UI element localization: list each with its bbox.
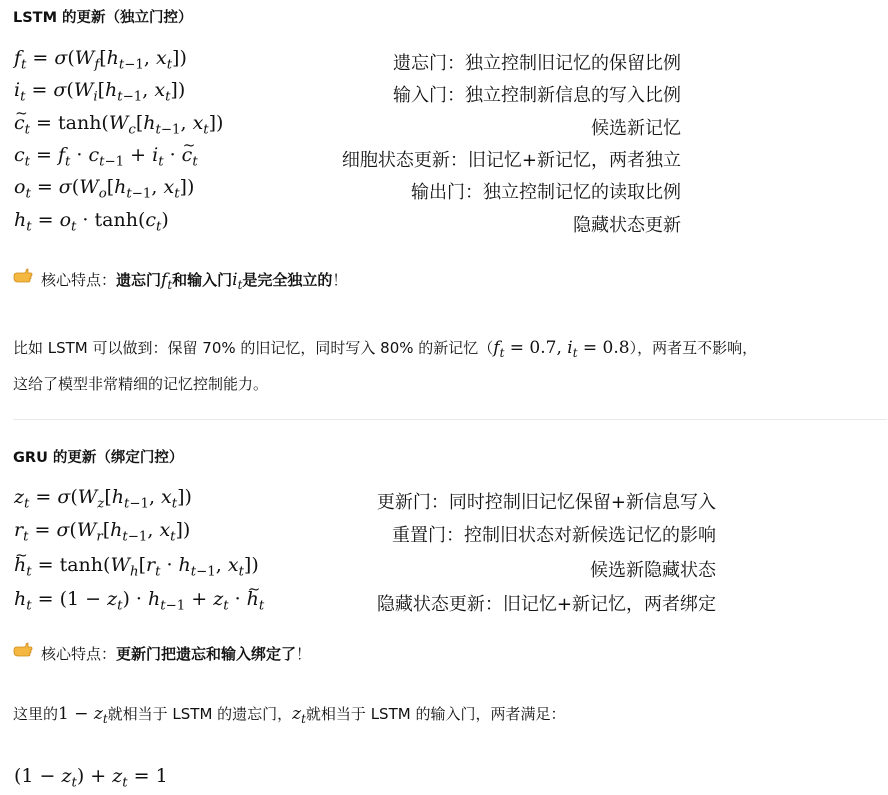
- gru-explanation-paragraph: [13, 703, 565, 726]
- note-bold: 更新门把遗忘和输入绑定了: [116, 645, 297, 663]
- inline-math: $1 - z_t$: [58, 704, 108, 727]
- lstm-eq-cell: [0, 144, 888, 174]
- equation: $c_t = f_t \cdot c_{t-1} + i_t$ · ~ $c_t$: [14, 144, 198, 170]
- lstm-heading: LSTM 的更新（独立门控）: [13, 10, 193, 26]
- equation: $h_t = (1 - z_t) \cdot h_{t-1} + z_t$ · ~ $h_t$: [14, 588, 264, 614]
- equation: $f_t = \sigma(W_f[h_{t-1}$, $x_t$]): [14, 47, 187, 73]
- para-part: 比如 LSTM 可以做到：保留 70% 的旧记忆，同时写入 80% 的新记忆（: [13, 339, 494, 357]
- lstm-eq-forget: [0, 47, 888, 77]
- equation-desc: 输出门：独立控制记忆的读取比例: [411, 182, 681, 203]
- note-bold-a: 遗忘门: [116, 271, 162, 289]
- gru-eq-hidden: [0, 588, 888, 618]
- equation: ~ $h_t = \tanh(W_h[r_t \cdot h_{t-1}$, $x_t$]): [14, 554, 259, 580]
- para-part: 这里的: [13, 705, 59, 723]
- note-suffix: ！: [296, 645, 312, 663]
- inline-math: $z_t$: [292, 704, 306, 727]
- gru-key-note: [13, 641, 311, 664]
- note-bold-b: 和输入门: [172, 271, 233, 289]
- equation: $i_t = \sigma(W_i[h_{t-1}$, $x_t$]): [14, 79, 186, 105]
- constraint-equation: $(1 - z_t) + z_t = 1$: [14, 765, 168, 791]
- gru-heading: GRU 的更新（绑定门控）: [13, 450, 184, 466]
- pointing-hand-icon: [13, 267, 33, 289]
- lstm-eq-candidate: [0, 112, 888, 142]
- para-part: ），两者互不影响，: [629, 339, 758, 357]
- note-prefix: 核心特点：: [41, 271, 117, 289]
- section-divider: [13, 419, 887, 420]
- equation: $o_t = \sigma(W_o[h_{t-1}$, $x_t$]): [14, 176, 195, 202]
- lstm-eq-output: [0, 176, 888, 206]
- inline-math: $f_t = 0.7$, $i_t = 0.8$: [493, 338, 630, 361]
- equation-desc: 候选新记忆: [591, 118, 681, 139]
- equation-desc: 隐藏状态更新: [573, 215, 681, 236]
- lstm-eq-hidden: [0, 209, 888, 239]
- lstm-key-note: [13, 267, 347, 292]
- equation-desc: 输入门：独立控制新信息的写入比例: [393, 85, 681, 106]
- pointing-hand-icon: [13, 641, 33, 663]
- gru-eq-reset: [0, 519, 888, 549]
- note-prefix: 核心特点：: [41, 645, 117, 663]
- equation: $h_t = o_t \cdot \tanh(c_t)$: [14, 209, 169, 235]
- equation-desc: 重置门：控制旧状态对新候选记忆的影响: [392, 525, 716, 546]
- note-suffix: ！: [332, 271, 348, 289]
- inline-math: $i_t$: [232, 270, 243, 293]
- equation-desc: 隐藏状态更新：旧记忆+新记忆，两者绑定: [376, 594, 716, 615]
- gru-eq-candidate: [0, 554, 888, 584]
- inline-math: $f_t$: [161, 270, 173, 293]
- para-part: 就相当于 LSTM 的输入门，两者满足：: [305, 705, 566, 723]
- equation: $z_t = \sigma(W_z[h_{t-1}$, $x_t$]): [14, 486, 192, 512]
- gru-eq-update: [0, 486, 888, 516]
- equation: ~ $c_t = \tanh(W_c[h_{t-1}$, $x_t$]): [14, 112, 223, 138]
- equation-desc: 更新门：同时控制旧记忆保留+新信息写入: [376, 492, 716, 513]
- note-bold-c: 是完全独立的: [242, 271, 333, 289]
- equation-desc: 细胞状态更新：旧记忆+新记忆，两者独立: [341, 150, 681, 171]
- lstm-example-paragraph: [13, 337, 757, 360]
- equation-desc: 候选新隐藏状态: [590, 560, 716, 581]
- equation: $r_t = \sigma(W_r[h_{t-1}$, $x_t$]): [14, 519, 191, 545]
- equation-desc: 遗忘门：独立控制旧记忆的保留比例: [393, 53, 681, 74]
- lstm-example-paragraph-line2: 这给了模型非常精细的记忆控制能力。: [13, 375, 269, 393]
- para-part: 就相当于 LSTM 的遗忘门，: [107, 705, 293, 723]
- lstm-eq-input: [0, 79, 888, 109]
